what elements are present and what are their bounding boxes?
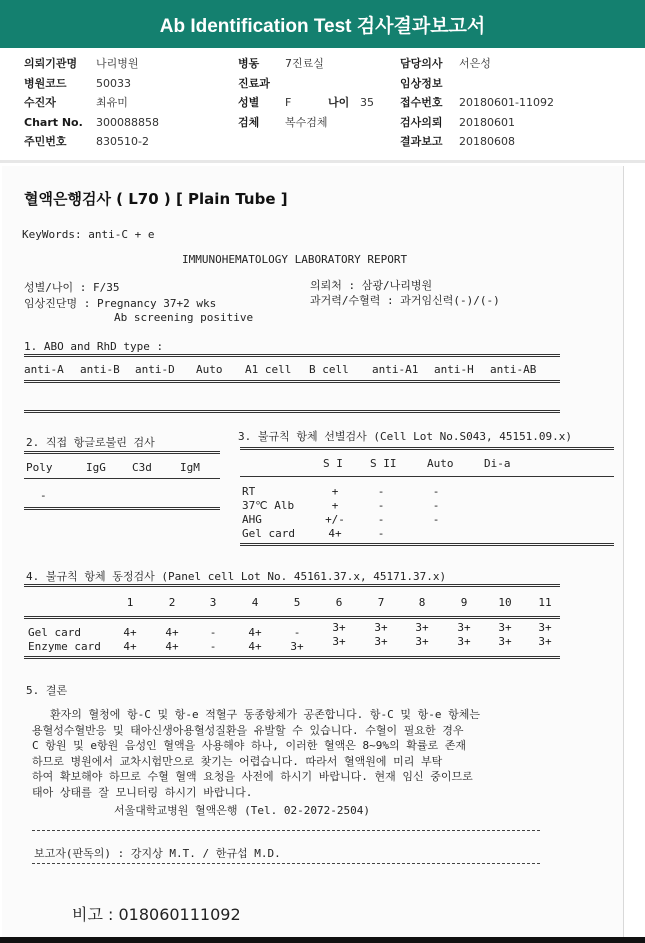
screen-cell: - [377, 485, 385, 498]
history-line: 과거력/수혈력 : 과거임신력(-)/(-) [310, 294, 500, 307]
dat-title: 2. 직접 항글로불린 검사 [26, 436, 155, 449]
rule [32, 863, 540, 864]
sex-value: F [285, 96, 292, 109]
panel-cell: 3+ [290, 640, 304, 653]
panel-cell: 4+ [248, 640, 262, 653]
receipt-label: 접수번호 [400, 96, 443, 109]
rrn-value: 830510-2 [96, 135, 149, 148]
lab-contact: 서울대학교병원 혈액은행 (Tel. 02-2072-2504) [114, 804, 370, 817]
screen-row-label: RT [242, 485, 256, 498]
screen-column-header: S I [323, 457, 343, 470]
rule [24, 354, 560, 357]
abo-column-header: anti-H [434, 363, 474, 376]
rule [24, 584, 560, 587]
panel-column-header: 9 [460, 596, 468, 609]
requester-line: 의뢰처 : 삼광/나리병원 [310, 279, 433, 292]
panel-cell: 3+ [415, 621, 429, 634]
screen-cell: - [377, 513, 385, 526]
panel-column-header: 10 [498, 596, 512, 609]
section-divider [0, 160, 645, 163]
screen-row-label: Gel card [242, 527, 295, 540]
abo-title: 1. ABO and RhD type : [24, 340, 164, 353]
dat-column-header: Poly [26, 461, 53, 474]
panel-column-header: 4 [251, 596, 259, 609]
report-date-value: 20180608 [459, 135, 515, 148]
screen-cell: - [432, 485, 440, 498]
rule [24, 410, 560, 413]
doctor-value: 서은성 [459, 57, 491, 70]
abo-column-header: anti-B [80, 363, 120, 376]
hospital-label: 의뢰기관명 [24, 57, 78, 70]
conclusion-line: C 항원 및 e항원 음성인 혈액을 사용해야 하나, 이러한 혈액은 8~9%의 확률로 존재 [32, 739, 466, 752]
report-header [0, 0, 645, 48]
abo-column-header: anti-AB [490, 363, 537, 376]
panel-cell: 3+ [332, 621, 346, 634]
panel-cell: 3+ [538, 635, 552, 648]
screen-cell: + [331, 499, 339, 512]
screen-cell: - [377, 527, 385, 540]
conclusion-line: 태아 상태를 잘 모니터링 하시기 바랍니다. [32, 785, 253, 799]
screen-cell: + [331, 485, 339, 498]
chart-value: 300088858 [96, 116, 159, 129]
request-value: 20180601 [459, 116, 515, 129]
diagnosis-line-2: Ab screening positive [114, 311, 254, 324]
conclusion-line: 하므로 병원에서 교차시험만으로 찾기는 어렵습니다. 따라서 혈액원에 미리 부탁 [32, 754, 443, 768]
conclusion-title: 5. 결론 [26, 684, 68, 697]
scanned-report [2, 166, 624, 943]
rule [240, 476, 614, 477]
dat-column-header: IgG [86, 461, 106, 474]
screen-row-label: AHG [242, 513, 262, 526]
code-label: 병원코드 [24, 77, 67, 90]
panel-cell: 3+ [374, 621, 388, 634]
screen-column-header: S II [370, 457, 397, 470]
rule [24, 380, 560, 383]
remark: 비고 : 018060111092 [72, 905, 241, 924]
panel-cell: - [293, 626, 301, 639]
code-value: 50033 [96, 77, 131, 90]
specimen-label: 검체 [238, 116, 260, 129]
rule [240, 543, 614, 546]
panel-cell: 3+ [374, 635, 388, 648]
conclusion-line: 용혈성수혈반응 및 태아신생아용혈성질환을 유발할 수 있습니다. 수혈이 필요한 경우 [32, 723, 464, 737]
age-label: 나이 [328, 96, 350, 109]
age-value: 35 [360, 96, 374, 109]
patient-info-panel [0, 48, 645, 165]
dat-poly-value: - [40, 489, 47, 502]
screen-cell: 4+ [328, 527, 342, 540]
panel-cell: 3+ [457, 621, 471, 634]
rule [24, 478, 220, 479]
rule [24, 451, 220, 454]
sex-age-line: 성별/나이 : F/35 [24, 281, 120, 294]
panel-cell: 4+ [248, 626, 262, 639]
request-label: 검사의뢰 [400, 116, 443, 129]
panel-column-header: 3 [209, 596, 217, 609]
screen-cell: - [432, 499, 440, 512]
panel-cell: - [209, 640, 217, 653]
diagnosis-line: 임상진단명 : Pregnancy 37+2 wks [24, 297, 217, 310]
report-title: Ab Identification Test 검사결과보고서 [159, 15, 486, 37]
specimen-value: 복수검체 [285, 116, 328, 129]
screen-column-header: Auto [427, 457, 454, 470]
rule [240, 447, 614, 450]
panel-cell: 4+ [123, 640, 137, 653]
conclusion-line: 환자의 혈청에 항-C 및 항-e 적혈구 동종항체가 공존합니다. 항-C 및 항-e 항체는 [50, 708, 480, 721]
panel-cell: 3+ [332, 635, 346, 648]
panel-row-label: Gel card [28, 626, 81, 639]
dat-column-header: C3d [132, 461, 152, 474]
panel-column-header: 7 [377, 596, 385, 609]
dept-label: 진료과 [238, 77, 270, 90]
doctor-label: 담당의사 [400, 57, 443, 70]
conclusion-line: 하여 확보해야 하므로 수혈 혈액 요청을 사전에 하시기 바랍니다. 현재 임신 중이므로 [32, 770, 473, 783]
patient-value: 최유미 [96, 96, 128, 109]
screen-cell: - [432, 513, 440, 526]
patient-label: 수진자 [24, 96, 56, 109]
rule [24, 616, 560, 619]
screen-row-label: 37℃ Alb [242, 499, 295, 512]
panel-cell: 3+ [538, 621, 552, 634]
rule [32, 830, 540, 831]
bottom-border [0, 937, 645, 943]
panel-cell: 3+ [498, 635, 512, 648]
panel-row-label: Enzyme card [28, 640, 101, 653]
dat-column-header: IgM [180, 461, 200, 474]
keywords: KeyWords: anti-C + e [22, 228, 155, 241]
panel-column-header: 11 [538, 596, 552, 609]
sex-label: 성별 [238, 96, 260, 109]
panel-cell: 4+ [165, 626, 179, 639]
chart-label: Chart No. [24, 116, 83, 129]
panel-column-header: 8 [418, 596, 426, 609]
panel-column-header: 6 [335, 596, 343, 609]
panel-title: 4. 불규칙 항체 동정검사 (Panel cell Lot No. 45161.37.x, 45171.37.x) [26, 570, 447, 583]
receipt-value: 20180601-11092 [459, 96, 554, 109]
panel-column-header: 2 [168, 596, 176, 609]
abo-column-header: A1 cell [245, 363, 292, 376]
panel-cell: 3+ [457, 635, 471, 648]
abo-column-header: anti-A [24, 363, 64, 376]
ward-value: 7진료실 [285, 57, 324, 70]
panel-cell: 4+ [165, 640, 179, 653]
screen-cell: +/- [325, 513, 345, 526]
screen-column-header: Di-a [484, 457, 511, 470]
hospital-value: 나리병원 [96, 57, 139, 70]
panel-cell: 3+ [498, 621, 512, 634]
rule [24, 656, 560, 659]
abo-column-header: anti-D [135, 363, 175, 376]
rrn-label: 주민번호 [24, 135, 67, 148]
lab-report-title: IMMUNOHEMATOLOGY LABORATORY REPORT [182, 253, 408, 266]
doc-title: 혈액은행검사 ( L70 ) [ Plain Tube ] [24, 190, 288, 208]
panel-column-header: 1 [126, 596, 134, 609]
screen-title: 3. 불규칙 항체 선별검사 (Cell Lot No.S043, 45151.09.x) [238, 430, 573, 443]
panel-cell: 3+ [415, 635, 429, 648]
abo-column-header: Auto [196, 363, 223, 376]
clinical-label: 임상정보 [400, 77, 443, 90]
panel-column-header: 5 [293, 596, 301, 609]
reporter: 보고자(판독의) : 강지상 M.T. / 한규섭 M.D. [34, 847, 281, 860]
abo-column-header: anti-A1 [372, 363, 419, 376]
panel-cell: 4+ [123, 626, 137, 639]
report-date-label: 결과보고 [400, 135, 443, 148]
screen-cell: - [377, 499, 385, 512]
panel-cell: - [209, 626, 217, 639]
ward-label: 병동 [238, 57, 260, 70]
abo-column-header: B cell [309, 363, 349, 376]
rule [24, 507, 220, 510]
